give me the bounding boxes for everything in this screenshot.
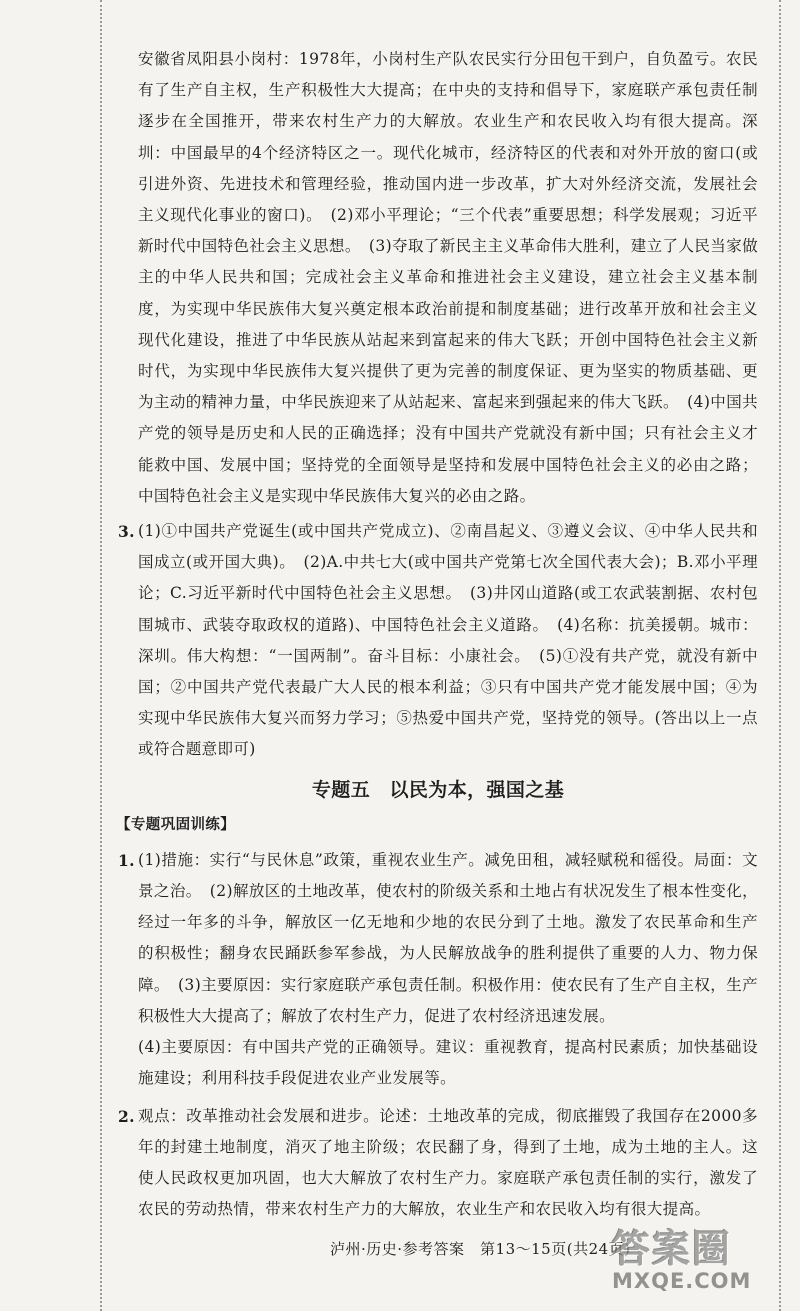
left-margin-rule bbox=[100, 0, 102, 1311]
page-footer: 泸州·历史·参考答案 第13～15页(共24页) bbox=[330, 1240, 631, 1258]
right-margin-rule bbox=[779, 0, 781, 1311]
question-2 bbox=[118, 1101, 758, 1226]
watermark-url: MXQE.COM bbox=[612, 1269, 752, 1293]
sub-heading: 【专题巩固训练】 bbox=[116, 816, 236, 833]
answer-item-3 bbox=[118, 516, 758, 766]
watermark-logo: 答案圈 bbox=[612, 1227, 733, 1271]
intro-paragraph: 安徽省凤阳县小岗村：1978年，小岗村生产队农民实行分田包干到户，自负盈亏。农民有了生产自主权，生产积极性大大提高；在中央的支持和倡导下，家庭联产承包责任制逐步在全国推开，带来农村生产力的大解放。农业生产和农民收入均有很大提高。深圳：中国最早的4个经济特区之一。现代化城市，经济特区的代表和对外开放的窗口(或引进外资、先进技术和管理经验，推动国内进一步改革，扩大对外经济交流，发展社会主义现代化事业的窗口)。 (2)邓小平理论；“三个代表”重要思想；科学发展观；习近平新时代中国特色社会主义思想。 (3)夺取了新民主主义革命伟大胜利，建立了人民当家做主的中华人民共和国；完成社会主义革命和推进社会主义建设，建立社会主义基本制度，为实现中华民族伟大复兴奠定根本政治前提和制度基础；进行改革开放和社会主义现代化建设，推进了中华民族从站起来到富起来的伟大飞跃；开创中国特色社会主义新时代，为实现中华民族伟大复兴提供了更为完善的制度保证、更为坚实的物质基础、更为主动的精神力量，中华民族迎来了从站起来、富起来到强起来的伟大飞跃。 (4)中国共产党的领导是历史和人民的正确选择；没有中国共产党就没有新中国；只有社会主义才能救中国、发展中国；坚持党的全面领导是坚持和发展中国特色社会主义的必由之路；中国特色社会主义是实现中华民族伟大复兴的必由之路。 bbox=[138, 50, 758, 505]
item-text: (1)①中国共产党诞生(或中国共产党成立)、②南昌起义、③遵义会议、④中华人民共和国成立(或开国大典)。 (2)A.中共七大(或中国共产党第七次全国代表大会)；B.邓小平理论；C.习近平新时代中国特色社会主义思想。 (3)井冈山道路(或工农武装割据、农村包围城市、武装夺取政权的道路)、中国特色社会主义道路。 (4)名称：抗美援朝。城市：深圳。伟大构想：“一国两制”。奋斗目标：小康社会。 (5)①没有共产党，就没有新中国；②中国共产党代表最广大人民的根本利益；③只有中国共产党才能发展中国；④为实现中华民族伟大复兴而努力学习；⑤热爱中国共产党，坚持党的领导。(答出以上一点或符合题意即可) bbox=[138, 522, 758, 759]
question-number: 2. bbox=[118, 1106, 135, 1126]
item-number: 3. bbox=[118, 522, 135, 542]
section-title: 专题五 以民为本，强国之基 bbox=[311, 778, 565, 801]
question-text-part4: (4)主要原因：有中国共产党的正确领导。建议：重视教育，提高村民素质；加快基础设施建设；利用科技手段促进农业产业发展等。 bbox=[138, 1038, 758, 1088]
question-text: 观点：改革推动社会发展和进步。论述：土地改革的完成，彻底摧毁了我国存在2000多年的封建土地制度，消灭了地主阶级；农民翻了身，得到了土地，成为土地的主人。这使人民政权更加巩固，也大大解放了农村生产力。家庭联产承包责任制的实行，激发了农民的劳动热情，带来农村生产力的大解放，农业生产和农民收入均有很大提高。 bbox=[138, 1106, 758, 1219]
answer-content bbox=[118, 44, 758, 1225]
question-1 bbox=[118, 845, 758, 1095]
site-watermark bbox=[612, 1218, 782, 1298]
question-body bbox=[138, 845, 758, 1095]
question-text: (1)措施：实行“与民休息”政策，重视农业生产。减免田租，减轻赋税和徭役。局面：文景之治。 (2)解放区的土地改革，使农村的阶级关系和土地占有状况发生了根本性变化，经过一年多的斗争，解放区一亿无地和少地的农民分到了土地。激发了农民革命和生产的积极性；翻身农民踊跃参军参战，为人民解放战争的胜利提供了重要的人力、物力保障。 (3)主要原因：实行家庭联产承包责任制。积极作用：使农民有了生产自主权，生产积极性大大提高了；解放了农村生产力，促进了农村经济迅速发展。 bbox=[138, 850, 758, 1025]
question-number: 1. bbox=[118, 850, 135, 870]
